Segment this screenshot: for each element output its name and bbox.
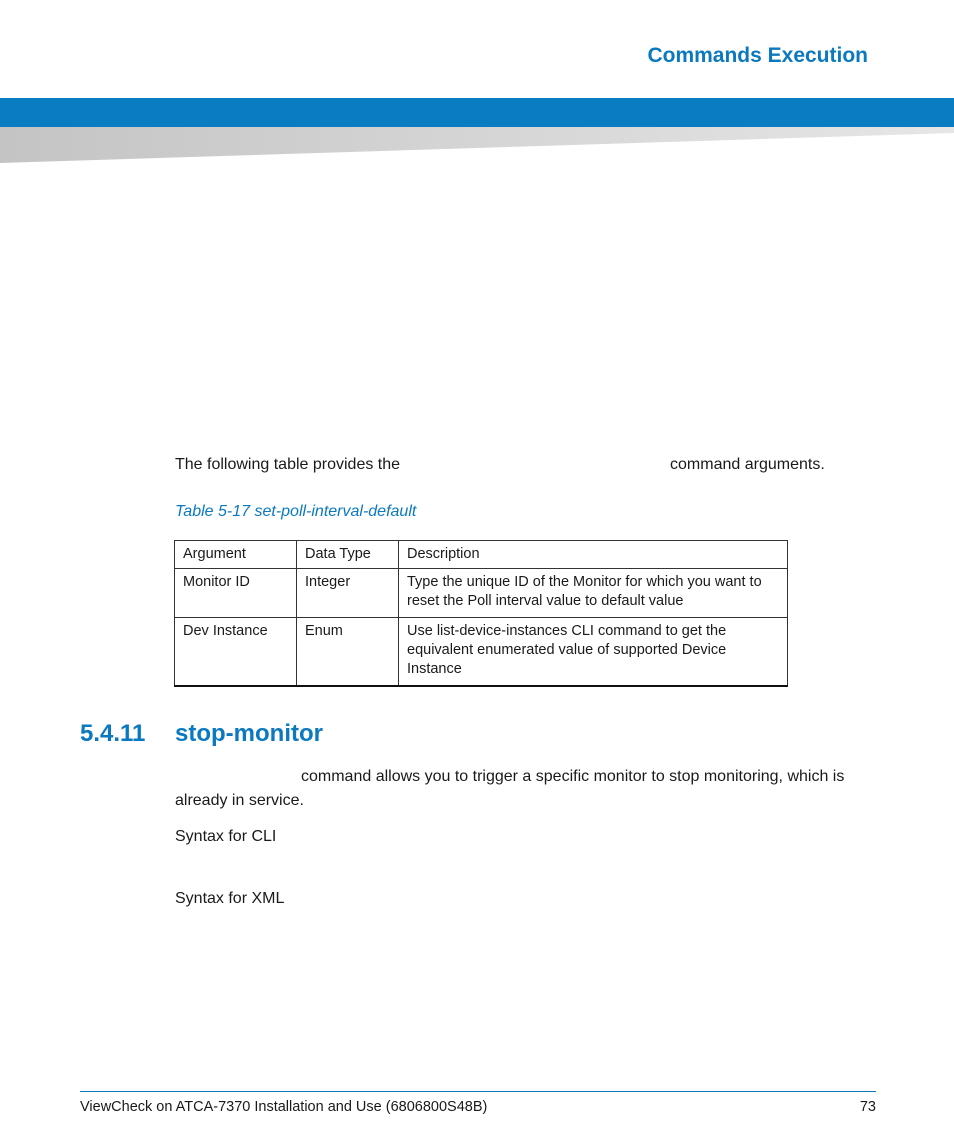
header-grey-wedge [0, 127, 954, 163]
table-row [175, 569, 788, 618]
footer-divider [80, 1091, 876, 1092]
table-cell: Integer [297, 569, 399, 618]
paragraph-text: command allows you to trigger a specific monitor to stop monitoring, which is already in service. [175, 768, 845, 809]
table-header-row [175, 541, 788, 569]
page-header-title: Commands Execution [641, 42, 872, 70]
table-header-cell: Data Type [297, 541, 399, 569]
header-blue-bar [0, 98, 954, 127]
syntax-xml-label: Syntax for XML [175, 890, 285, 907]
intro-paragraph [175, 453, 825, 477]
section-title: stop-monitor [175, 720, 323, 747]
table-caption: Table 5-17 set-poll-interval-default [175, 503, 417, 520]
section-number: 5.4.11 [80, 720, 146, 747]
arguments-table [174, 540, 788, 687]
table-cell: Type the unique ID of the Monitor for which you want to reset the Poll interval value to default value [399, 569, 788, 618]
footer-page-number: 73 [859, 1099, 876, 1115]
table-cell: Monitor ID [175, 569, 297, 618]
table-cell: Enum [297, 618, 399, 687]
section-paragraph [175, 765, 875, 813]
intro-text-after: command arguments. [670, 456, 825, 473]
table-cell: Dev Instance [175, 618, 297, 687]
table-header-cell: Argument [175, 541, 297, 569]
footer-document-title: ViewCheck on ATCA-7370 Installation and Use (6806800S48B) [80, 1099, 488, 1115]
table-row [175, 618, 788, 687]
intro-text-before: The following table provides the [175, 456, 401, 473]
table-header-cell: Description [399, 541, 788, 569]
syntax-cli-label: Syntax for CLI [175, 828, 277, 845]
table-cell: Use list-device-instances CLI command to get the equivalent enumerated value of supported Device Instance [399, 618, 788, 687]
